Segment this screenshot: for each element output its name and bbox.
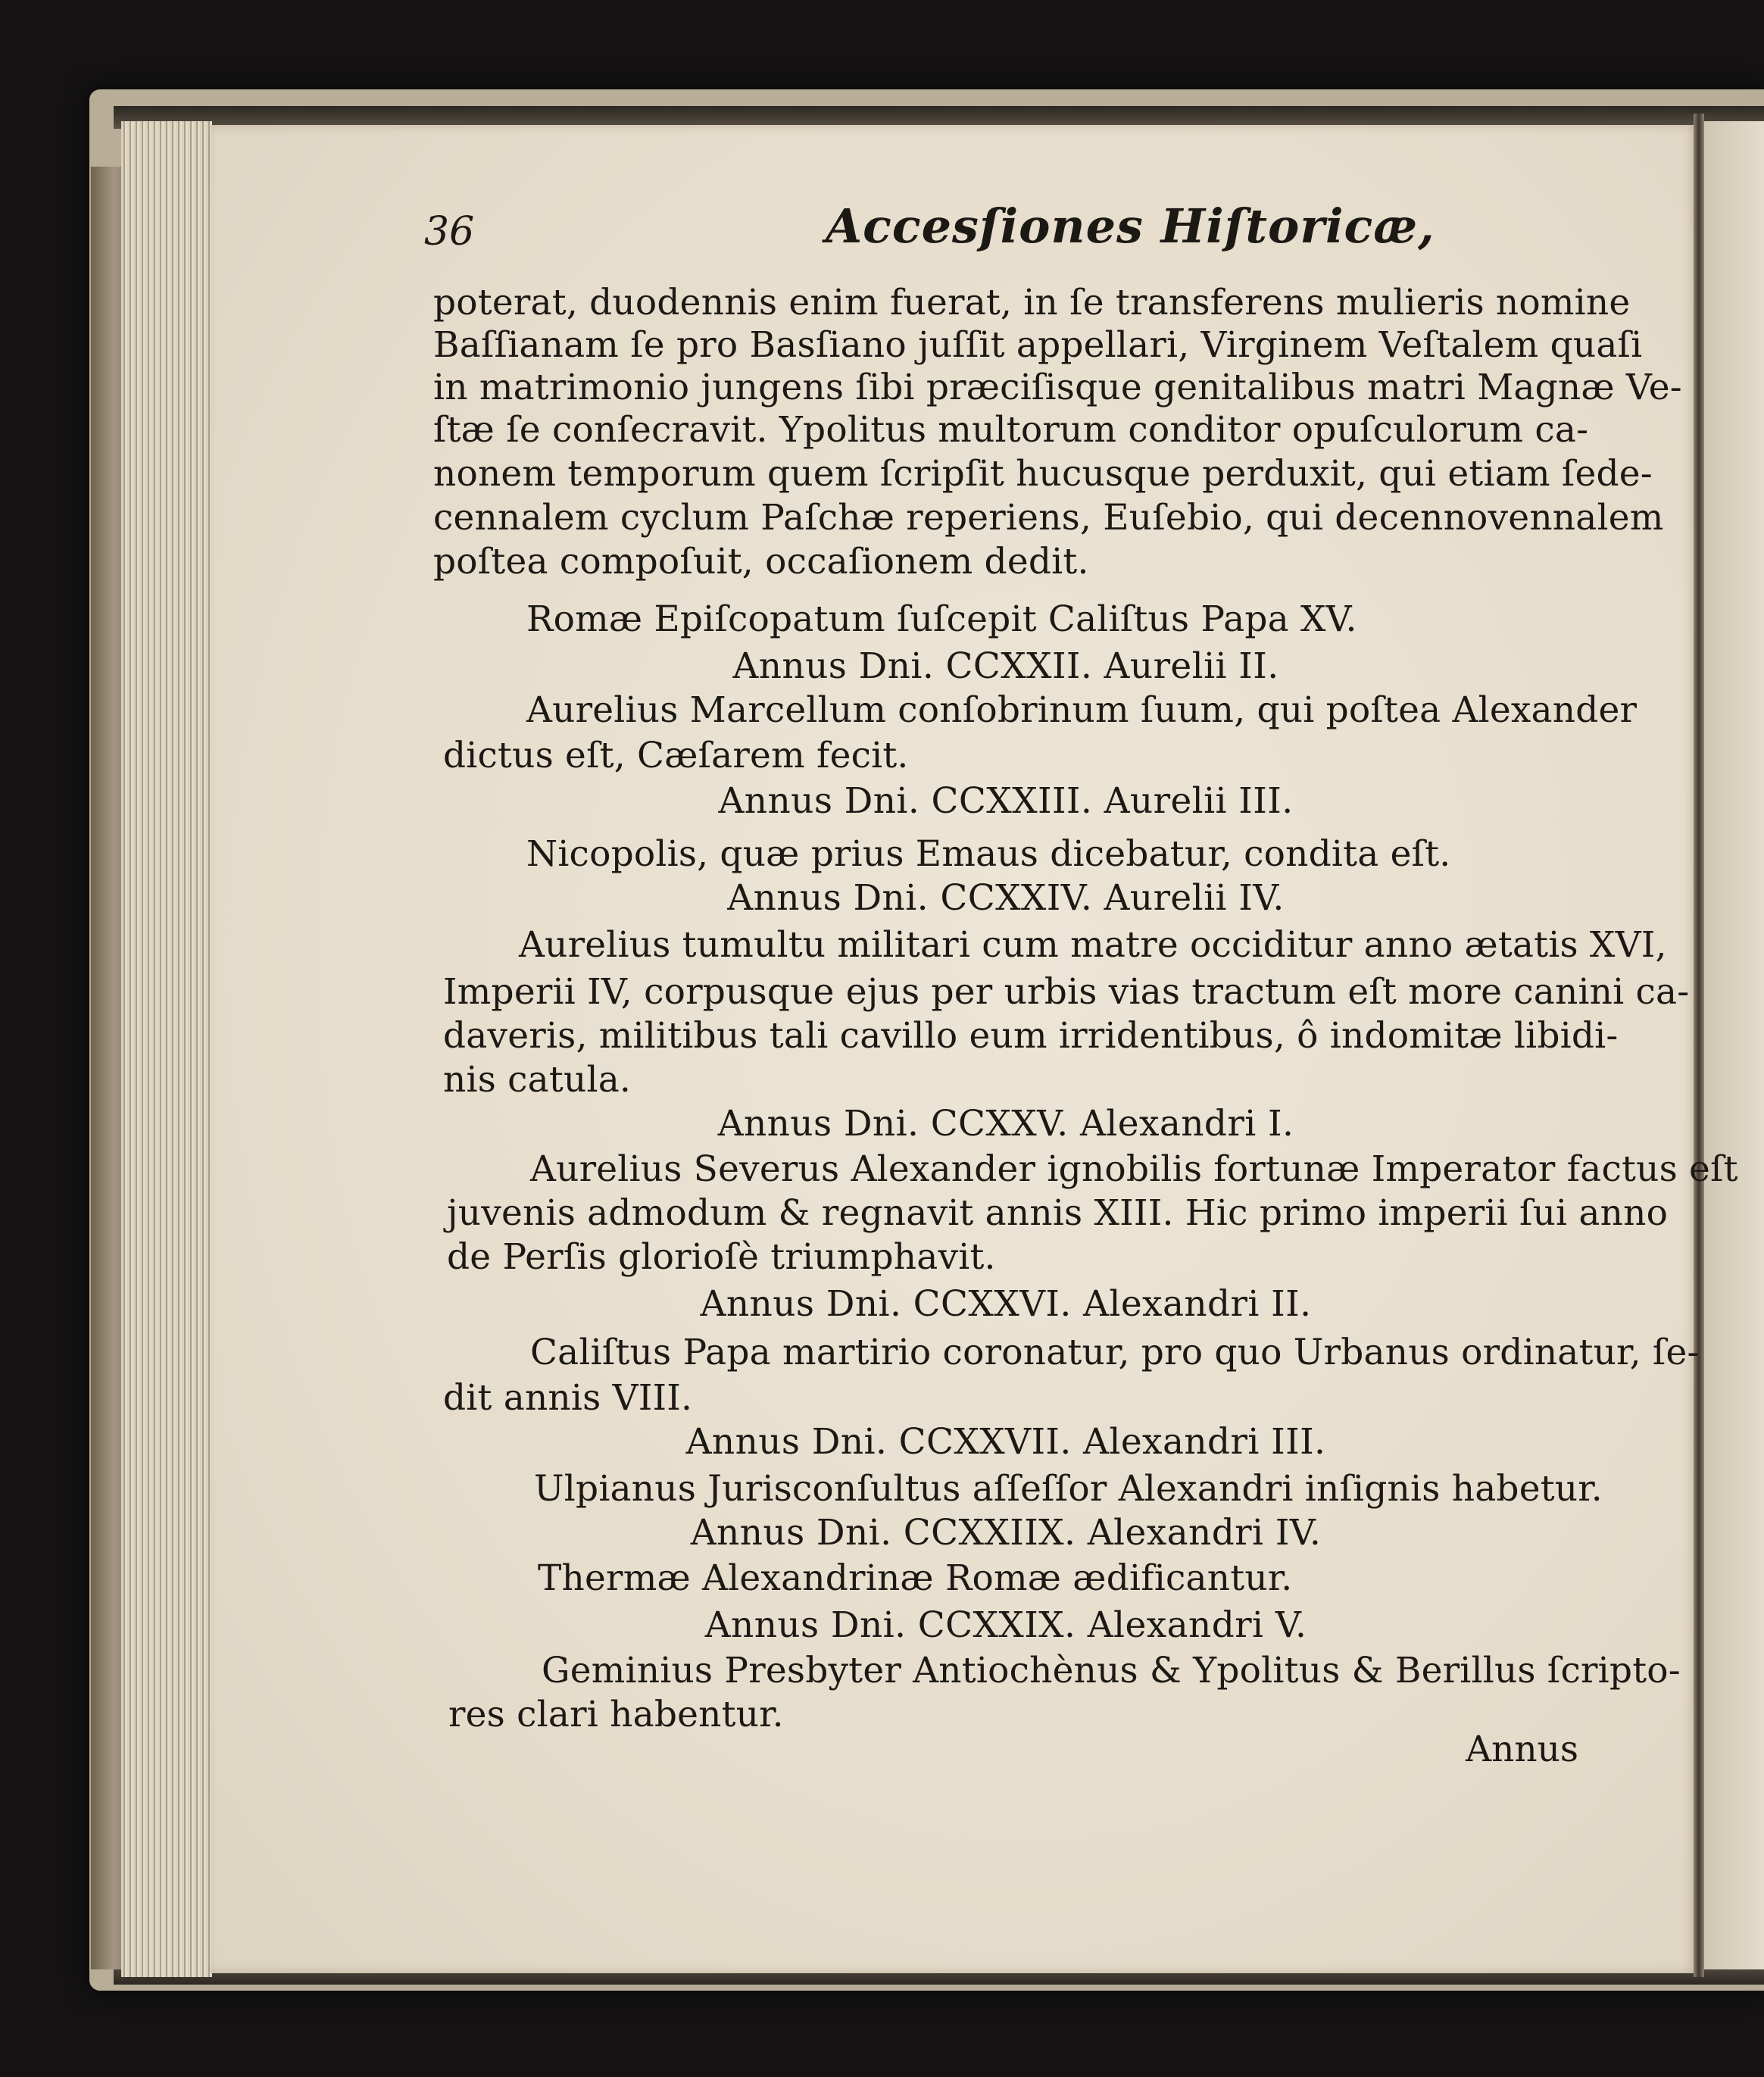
text-line: Aurelius tumultu militari cum matre occiditur anno ætatis XVI,	[519, 924, 1667, 966]
text-line: Nicopolis, quæ prius Emaus dicebatur, condita eſt.	[526, 833, 1451, 875]
annus-heading: Annus Dni. CCXXIV. Aurelii IV.	[727, 877, 1285, 919]
text-line: res clari habentur.	[448, 1694, 784, 1735]
text-line: Geminius Presbyter Antiochènus & Ypolitus & Berillus ſcripto-	[542, 1650, 1681, 1691]
text-line: Caliſtus Papa martirio coronatur, pro quo Urbanus ordinatur, ſe-	[530, 1332, 1700, 1373]
annus-heading: Annus Dni. CCXXII. Aurelii II.	[732, 645, 1279, 687]
text-line: de Perſis glorioſè triumphavit.	[447, 1236, 996, 1278]
annus-heading: Annus Dni. CCXXVII. Alexandri III.	[685, 1421, 1326, 1463]
text-line: daveris, militibus tali cavillo eum irridentibus, ô indomitæ libidi-	[443, 1015, 1619, 1057]
annus-heading: Annus Dni. CCXXVI. Alexandri II.	[700, 1283, 1312, 1325]
text-line: dictus eſt, Cæſarem fecit.	[443, 735, 909, 776]
annus-heading: Annus Dni. CCXXIIX. Alexandri IV.	[690, 1512, 1322, 1554]
text-line: Aurelius Severus Alexander ignobilis fortunæ Imperator factus eſt	[530, 1148, 1738, 1190]
annus-heading: Annus Dni. CCXXIX. Alexandri V.	[704, 1604, 1307, 1646]
text-line: nonem temporum quem ſcripſit hucusque perduxit, qui etiam ſede-	[433, 453, 1653, 495]
text-line: poterat, duodennis enim fuerat, in ſe transferens mulieris nomine	[433, 282, 1631, 323]
text-line: Ulpianus Jurisconſultus aſſeſſor Alexandri inſignis habetur.	[534, 1468, 1603, 1510]
text-line: Baſſianam ſe pro Basſiano juſſit appellari, Virginem Veſtalem quaſi	[433, 324, 1643, 366]
text-line: poſtea compoſuit, occaſionem dedit.	[433, 541, 1089, 582]
annus-heading: Annus Dni. CCXXIII. Aurelii III.	[718, 780, 1294, 822]
text-line: Romæ Epiſcopatum ſuſcepit Caliſtus Papa XV.	[526, 598, 1357, 640]
text-line: Imperii IV, corpusque ejus per urbis vias tractum eſt more canini ca-	[443, 971, 1690, 1013]
text-line: Thermæ Alexandrinæ Romæ ædificantur.	[538, 1557, 1293, 1599]
text-line: in matrimonio jungens ſibi præciſisque genitalibus matri Magnæ Ve-	[433, 367, 1682, 408]
running-title: Accesſiones Hiſtoricæ,	[826, 198, 1435, 254]
text-line: nis catula.	[443, 1059, 632, 1101]
text-line: Aurelius Marcellum conſobrinum ſuum, qui poſtea Alexander	[526, 689, 1638, 731]
text-line: dit annis VIII.	[443, 1377, 693, 1419]
page-number: 36	[424, 209, 475, 255]
annus-heading: Annus Dni. CCXXV. Alexandri I.	[717, 1103, 1294, 1145]
text-line: ſtæ ſe conſecravit. Ypolitus multorum conditor opuſculorum ca-	[433, 409, 1589, 451]
catchword: Annus	[1466, 1729, 1578, 1770]
text-line: cennalem cyclum Paſchæ reperiens, Euſebio, qui decennovennalem	[433, 497, 1664, 539]
text-line: juvenis admodum & regnavit annis XIII. Hic primo imperii ſui anno	[447, 1192, 1669, 1234]
